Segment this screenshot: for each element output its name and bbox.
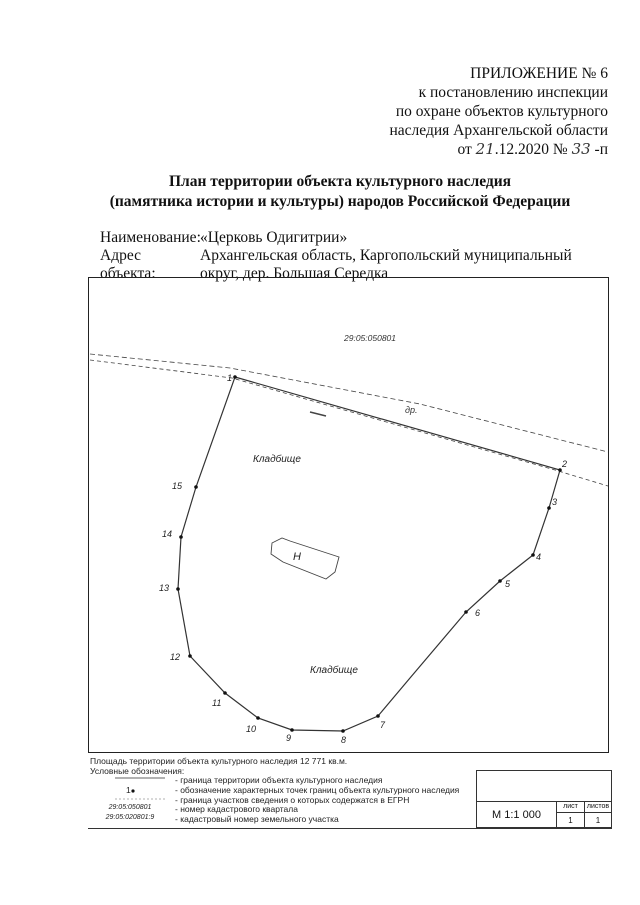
point-label-14: 14 [162,529,173,539]
point-10 [256,716,260,720]
name-label: Наименование: [100,229,201,246]
point-4 [531,553,535,557]
point-label-15: 15 [172,481,183,491]
title-line-2: (памятника истории и культуры) народов Российской Федерации [109,193,571,210]
legend-item-text: - номер кадастрового квартала [175,804,298,814]
sheets-cell [585,801,611,827]
point-label-3: 3 [552,497,558,507]
road [90,354,608,486]
point-label-7: 7 [380,720,386,730]
legend-item-text: - кадастровый номер земельного участка [175,814,339,824]
road-edge-upper [90,354,608,452]
legend-item-text: - граница территории объекта культурного наследия [175,775,383,785]
appendix-line-3: по охране объектов культурного [395,103,608,120]
boundary-points [176,375,562,733]
building-label: Н [293,551,301,563]
appendix-line-4: наследия Архангельской области [389,122,608,139]
point-label-12: 12 [170,652,181,662]
road-label: др. [405,405,418,415]
title-line-1: План территории объекта культурного наследия [168,173,512,190]
address-line-1: Архангельская область, Каргопольский муниципальный [200,247,572,264]
point-label-11: 11 [212,698,222,708]
point-label-13: 13 [159,583,170,593]
date-rest: .12.2020 № [494,141,568,158]
point-6 [464,610,468,614]
address-line-2: округ, дер. Большая Середка [200,265,389,282]
legend-item-symbol: 29:05:050801 [108,804,152,811]
sheets-label: листов [585,802,611,813]
point-label-9: 9 [286,733,292,743]
sheet-cell [557,801,585,827]
point-label-6: 6 [475,608,481,618]
point-7 [376,714,380,718]
title-block-stamp [476,770,612,828]
sheet-label: лист [557,802,584,813]
point-label-2: 2 [562,459,568,469]
sheets-value: 1 [595,816,601,825]
point-1 [233,375,237,379]
bottom-rule [88,828,612,829]
point-8 [341,729,345,733]
legend-item-symbol: 1 [126,785,131,795]
name-value: «Церковь Одигитрии» [200,229,348,246]
sheet-value: 1 [568,816,573,825]
point-13 [176,587,180,591]
point-label-5: 5 [505,579,511,589]
date-prefix: от [457,141,472,158]
road-dash [310,412,326,416]
building-outline [271,538,339,579]
address-label: Адрес объекта: [100,247,156,282]
point-11 [223,691,227,695]
cadastral-quarter-label: 29:05:050801 [344,333,396,343]
legend-item-text: - обозначение характерных точек границ объекта культурного наследия [175,785,460,795]
legend-caption: Условные обозначения: [90,766,185,776]
point-5 [498,579,502,583]
date-day-handwritten: 21 [475,140,495,158]
document-number-handwritten: 33 [571,140,591,158]
document-suffix: -п [594,141,608,158]
cemetery-label-lower: Кладбище [310,665,358,676]
parcel-boundary [235,377,560,555]
appendix-line-2: к постановлению инспекции [418,84,608,101]
point-14 [179,535,183,539]
point-15 [194,485,198,489]
cemetery-label-upper: Кладбище [253,454,301,465]
point-label-8: 8 [341,735,347,745]
road-edge-lower [90,360,608,486]
legend-item-symbol: 29:05:020801:9 [105,814,155,821]
point-12 [188,654,192,658]
point-label-10: 10 [246,724,257,734]
point-9 [290,728,294,732]
point-3 [547,506,551,510]
area-text: Площадь территории объекта культурного наследия 12 771 кв.м. [90,756,348,766]
point-label-1: 1 [227,373,233,383]
scale-value: М 1:1 000 [477,801,557,827]
legend-item-text: - граница участков сведения о которых содержатся в ЕГРН [175,795,410,805]
point-label-4: 4 [536,552,542,562]
territory-boundary [178,377,560,731]
appendix-line-1: ПРИЛОЖЕНИЕ № 6 [470,65,608,82]
point-labels [159,373,567,745]
